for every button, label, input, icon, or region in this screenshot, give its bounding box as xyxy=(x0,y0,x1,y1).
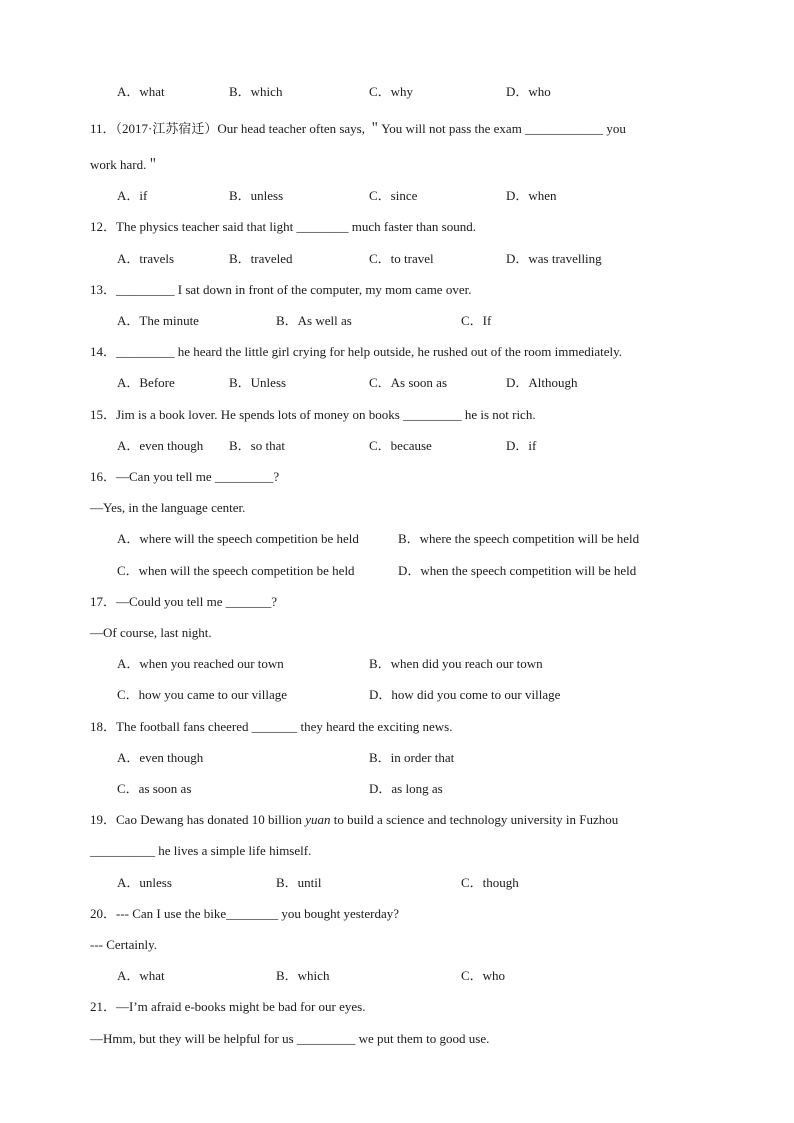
q12-option-b[interactable]: B．traveled xyxy=(229,251,293,266)
q15-stem: 15．Jim is a book lover. He spends lots of money on books _________ he is not rich. xyxy=(90,407,536,422)
q20-option-b[interactable]: B．which xyxy=(276,968,330,983)
q13-option-c[interactable]: C．If xyxy=(461,313,492,328)
q14-option-d[interactable]: D．Although xyxy=(506,375,578,390)
q19-stem-cont: __________ he lives a simple life himself. xyxy=(90,843,312,858)
q16-option-c[interactable]: C．when will the speech competition be held xyxy=(117,563,355,578)
q16-stem: 16．—Can you tell me _________? xyxy=(90,469,280,484)
q15-option-a[interactable]: A．even though xyxy=(117,438,204,453)
q11-stem-cont: work hard.＂ xyxy=(90,157,160,172)
q12-option-c[interactable]: C．to travel xyxy=(369,251,434,266)
q19-stem-part1: 19．Cao Dewang has donated 10 billion xyxy=(90,812,306,827)
q11-option-b[interactable]: B．unless xyxy=(229,188,284,203)
q14-stem: 14．_________ he heard the little girl crying for help outside, he rushed out of the room immediately. xyxy=(90,344,623,359)
q19-option-a[interactable]: A．unless xyxy=(117,875,172,890)
q17-option-b[interactable]: B．when did you reach our town xyxy=(369,656,543,671)
q15-option-b[interactable]: B．so that xyxy=(229,438,285,453)
q17-reply: —Of course, last night. xyxy=(90,625,212,640)
q10-option-a[interactable]: A．what xyxy=(117,84,165,99)
q16-reply: —Yes, in the language center. xyxy=(90,500,246,515)
q16-option-b[interactable]: B．where the speech competition will be held xyxy=(398,531,640,546)
q21-reply: —Hmm, but they will be helpful for us _________ we put them to good use. xyxy=(90,1031,490,1046)
q10-option-c[interactable]: C．why xyxy=(369,84,414,99)
q13-stem: 13．_________ I sat down in front of the computer, my mom came over. xyxy=(90,282,472,297)
q17-stem: 17．—Could you tell me _______? xyxy=(90,594,278,609)
q10-option-b[interactable]: B．which xyxy=(229,84,283,99)
q13-option-b[interactable]: B．As well as xyxy=(276,313,352,328)
q14-option-a[interactable]: A．Before xyxy=(117,375,175,390)
q18-option-b[interactable]: B．in order that xyxy=(369,750,455,765)
q12-option-a[interactable]: A．travels xyxy=(117,251,175,266)
q18-stem: 18．The football fans cheered _______ they heard the exciting news. xyxy=(90,719,453,734)
q14-option-b[interactable]: B．Unless xyxy=(229,375,287,390)
q15-option-c[interactable]: C．because xyxy=(369,438,432,453)
q13-option-a[interactable]: A．The minute xyxy=(117,313,199,328)
q18-option-a[interactable]: A．even though xyxy=(117,750,204,765)
q11-option-a[interactable]: A．if xyxy=(117,188,148,203)
q20-stem: 20．--- Can I use the bike________ you bought yesterday? xyxy=(90,906,400,921)
q20-option-c[interactable]: C．who xyxy=(461,968,506,983)
q14-option-c[interactable]: C．As soon as xyxy=(369,375,448,390)
q16-option-d[interactable]: D．when the speech competition will be held xyxy=(398,563,637,578)
q16-option-a[interactable]: A．where will the speech competition be held xyxy=(117,531,359,546)
q18-option-c[interactable]: C．as soon as xyxy=(117,781,192,796)
q17-option-a[interactable]: A．when you reached our town xyxy=(117,656,284,671)
q18-option-d[interactable]: D．as long as xyxy=(369,781,443,796)
q19-stem-part2: to build a science and technology university in Fuzhou xyxy=(330,812,619,827)
q11-option-c[interactable]: C．since xyxy=(369,188,418,203)
q19-option-b[interactable]: B．until xyxy=(276,875,322,890)
q17-option-c[interactable]: C．how you came to our village xyxy=(117,687,288,702)
q11-stem: 11．（2017·江苏宿迁）Our head teacher often says, ＂You will not pass the exam ____________ you xyxy=(90,121,626,136)
q19-stem xyxy=(90,812,618,828)
q17-option-d[interactable]: D．how did you come to our village xyxy=(369,687,561,702)
q21-stem: 21．—I’m afraid e-books might be bad for our eyes. xyxy=(90,999,366,1014)
q10-option-d[interactable]: D．who xyxy=(506,84,551,99)
q20-reply: --- Certainly. xyxy=(90,937,158,952)
q15-option-d[interactable]: D．if xyxy=(506,438,537,453)
q11-option-d[interactable]: D．when xyxy=(506,188,557,203)
q19-option-c[interactable]: C．though xyxy=(461,875,519,890)
q12-stem: 12．The physics teacher said that light ________ much faster than sound. xyxy=(90,219,476,234)
q19-stem-italic: yuan xyxy=(305,812,331,827)
q12-option-d[interactable]: D．was travelling xyxy=(506,251,602,266)
q20-option-a[interactable]: A．what xyxy=(117,968,165,983)
